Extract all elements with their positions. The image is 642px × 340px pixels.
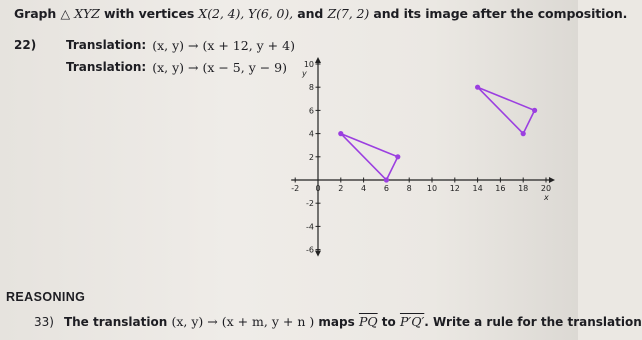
reasoning-heading: REASONING [6,290,86,304]
segment-pq: $\overline{PQ}$ [358,314,378,329]
x-tick-label: 10 [426,184,438,193]
vertex-z: Z(7, 2) [327,6,370,21]
problem-33-text-c: to [377,315,400,329]
problem-33-text-b: maps [314,315,359,329]
y-tick-label: -2 [306,199,314,209]
vertices-xy: X(2, 4), Y(6, 0), [198,6,294,21]
triangle-name: XYZ [74,6,100,21]
x-tick-label: 2 [338,184,344,193]
problem-22 [14,34,295,78]
problem-33-text-d: . Write a rule for the translation [424,315,642,329]
problem-33 [34,314,642,329]
x-tick-label: -2 [291,184,300,193]
triangle-vertex-point [395,154,400,159]
instruction-mid: with vertices [99,6,199,21]
y-axis-label: y [302,69,307,78]
triangles [338,85,537,183]
instruction-prefix: Graph △ [14,6,75,21]
x-tick-label: 6 [383,184,389,193]
y-tick-label: -6 [306,245,314,255]
triangle-vertex-point [475,85,480,90]
x-axis-label: x [544,193,549,202]
translation-rule-2: (x, y) → (x − 5, y − 9) [152,59,288,75]
problem-number: 22) [14,38,37,52]
triangle-image [478,87,535,133]
instruction-and: and [293,6,328,21]
y-tick-label: 4 [308,129,314,139]
y-tick-label: 6 [308,106,314,116]
x-tick-label: 4 [361,184,367,193]
problem-instruction [14,6,627,21]
axes [291,57,555,257]
problem-33-text-a: The translation [63,315,172,329]
y-tick-label: 2 [308,152,314,162]
x-tick-label: 18 [518,184,529,193]
triangle-xyz [341,134,398,180]
x-tick-label: 20 [540,184,552,193]
x-tick-label: 12 [449,184,460,193]
x-axis-arrow [549,177,555,183]
translation-rule-general: (x, y) → (x + m, y + n ) [171,314,315,329]
triangle-vertex-point [384,177,389,182]
y-axis-arrow-down [315,251,321,257]
x-tick-label: 14 [472,184,483,193]
y-tick-label: -4 [306,222,314,232]
triangle-vertex-point [521,131,526,136]
triangle-vertex-point [532,108,537,113]
translation-label-2: Translation: [66,60,147,74]
translation-rule-1: (x, y) → (x + 12, y + 4) [152,37,295,53]
axis-ticks [291,60,551,255]
x-tick-label: 8 [406,184,412,193]
y-tick-label: 10 [303,60,314,69]
x-tick-label: 16 [495,184,506,193]
segment-pq-prime: P′Q′ [399,314,425,329]
instruction-suffix: and its image after the composition. [369,6,628,21]
y-axis-arrow [315,57,321,63]
translation-label-1: Translation: [66,38,147,52]
y-tick-label: 8 [308,83,314,93]
coordinate-plane [290,24,558,282]
x-tick-label: 0 [315,184,321,193]
problem-33-number: 33) [34,315,54,329]
triangle-vertex-point [338,131,343,136]
